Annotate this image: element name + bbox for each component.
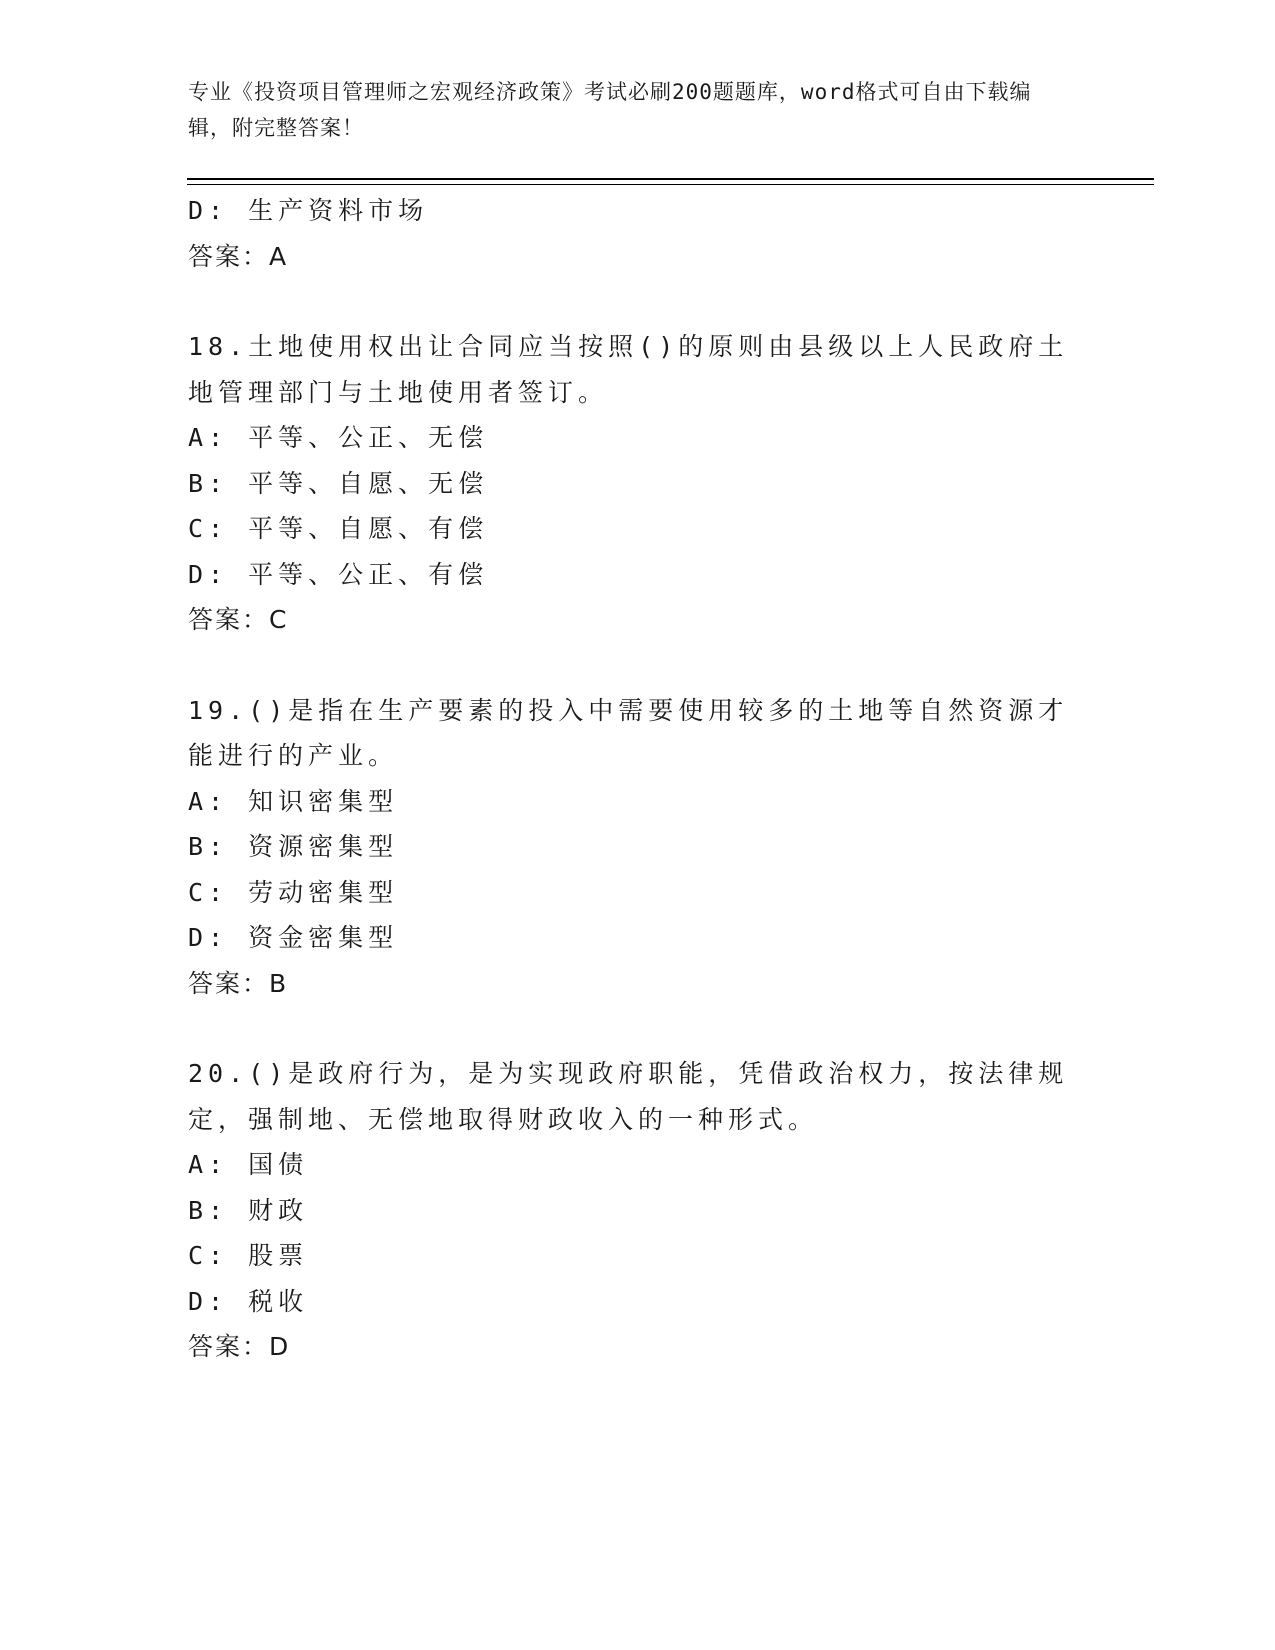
answer: 答案：A bbox=[188, 241, 289, 271]
prev-question-tail bbox=[188, 188, 1088, 279]
header-rule-thin bbox=[187, 184, 1154, 185]
question-20 bbox=[188, 1051, 1088, 1370]
question-19 bbox=[188, 688, 1088, 1007]
option-c: C: 平等、自愿、有偿 bbox=[188, 514, 489, 543]
option-a: A: 知识密集型 bbox=[188, 786, 399, 816]
option-b: B: 平等、自愿、无偿 bbox=[188, 468, 489, 498]
option-b: B: 资源密集型 bbox=[188, 832, 399, 861]
option-d: D: 资金密集型 bbox=[188, 923, 399, 952]
question-stem: 20.()是政府行为，是为实现政府职能，凭借政治权力，按法律规定，强制地、无偿地取得财政收入的一种形式。 bbox=[188, 1059, 1069, 1134]
option-d: D: 生产资料市场 bbox=[188, 196, 429, 225]
question-list bbox=[188, 188, 1088, 1370]
option-d: D: 税收 bbox=[188, 1286, 309, 1316]
question-stem: 18.土地使用权出让合同应当按照()的原则由县级以上人民政府土地管理部门与土地使用者签订。 bbox=[188, 332, 1069, 407]
question-18 bbox=[188, 324, 1088, 643]
header-rule-thick bbox=[187, 178, 1154, 180]
question-stem: 19.()是指在生产要素的投入中需要使用较多的土地等自然资源才能进行的产业。 bbox=[188, 695, 1069, 770]
document-header: 专业《投资项目管理师之宏观经济政策》考试必刷200题题库，word格式可自由下载编辑，附完整答案！ bbox=[188, 80, 1032, 140]
option-c: C: 股票 bbox=[188, 1241, 309, 1270]
answer: 答案：D bbox=[188, 1332, 291, 1361]
option-d: D: 平等、公正、有偿 bbox=[188, 559, 489, 589]
option-a: A: 平等、公正、无偿 bbox=[188, 423, 489, 452]
answer: 答案：B bbox=[188, 968, 289, 998]
option-a: A: 国债 bbox=[188, 1150, 309, 1179]
option-c: C: 劳动密集型 bbox=[188, 877, 399, 907]
answer: 答案：C bbox=[188, 605, 289, 634]
option-b: B: 财政 bbox=[188, 1195, 309, 1225]
